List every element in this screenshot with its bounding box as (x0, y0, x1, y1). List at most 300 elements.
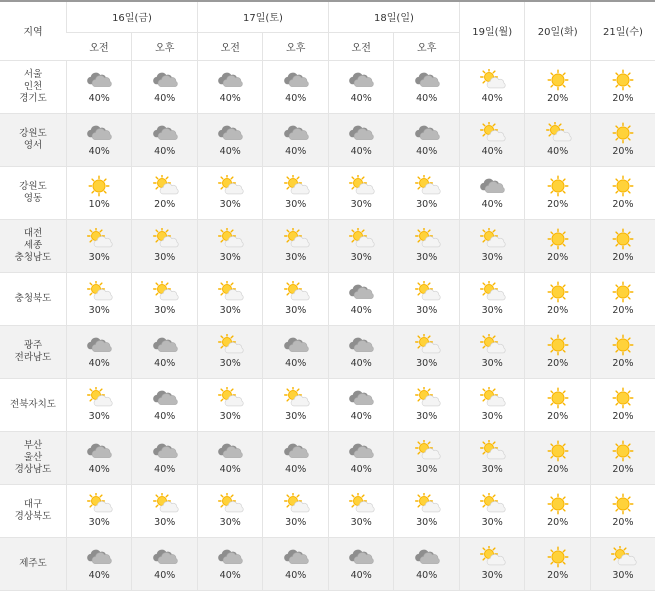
precipitation-probability: 20% (547, 570, 569, 581)
day-header: 18일(일) (328, 1, 459, 32)
cloud-icon (85, 546, 113, 568)
table-header (0, 1, 655, 60)
region-name: 광주 전라남도 (0, 325, 67, 378)
sun-behind-cloud-icon (151, 281, 179, 303)
forecast-cell (328, 378, 393, 431)
day-header: 20일(화) (525, 1, 590, 60)
forecast-cell (328, 272, 393, 325)
forecast-cell (67, 272, 132, 325)
precipitation-probability: 30% (350, 252, 372, 263)
sun-behind-cloud-icon (85, 493, 113, 515)
sun-icon (544, 387, 572, 409)
precipitation-probability: 40% (350, 93, 372, 104)
precipitation-probability: 40% (88, 570, 110, 581)
pm-header: 오후 (132, 32, 198, 60)
forecast-cell (263, 60, 329, 113)
precipitation-probability: 40% (547, 146, 569, 157)
cloud-icon (413, 122, 441, 144)
forecast-cell (394, 378, 460, 431)
precipitation-probability: 40% (154, 464, 176, 475)
forecast-cell (459, 219, 524, 272)
forecast-cell (67, 325, 132, 378)
precipitation-probability: 40% (350, 570, 372, 581)
forecast-cell (590, 378, 655, 431)
sun-icon (544, 228, 572, 250)
precipitation-probability: 40% (219, 146, 241, 157)
sun-behind-cloud-icon (85, 281, 113, 303)
sun-behind-cloud-icon (413, 493, 441, 515)
precipitation-probability: 30% (416, 517, 438, 528)
precipitation-probability: 20% (612, 252, 634, 263)
region-name: 부산 울산 경상남도 (0, 431, 67, 484)
precipitation-probability: 20% (612, 464, 634, 475)
sun-icon (609, 69, 637, 91)
precipitation-probability: 30% (285, 252, 307, 263)
day-header: 17일(토) (197, 1, 328, 32)
precipitation-probability: 40% (285, 464, 307, 475)
precipitation-probability: 20% (154, 199, 176, 210)
forecast-cell (328, 219, 393, 272)
forecast-cell (263, 537, 329, 590)
table-body (0, 60, 655, 590)
cloud-icon (282, 546, 310, 568)
forecast-cell (197, 166, 262, 219)
forecast-cell (590, 60, 655, 113)
sun-behind-cloud-icon (478, 69, 506, 91)
sun-behind-cloud-icon (151, 493, 179, 515)
forecast-cell (459, 113, 524, 166)
sun-behind-cloud-icon (478, 281, 506, 303)
cloud-icon (282, 440, 310, 462)
forecast-cell (197, 378, 262, 431)
precipitation-probability: 30% (285, 517, 307, 528)
sun-behind-cloud-icon (151, 175, 179, 197)
forecast-cell (590, 272, 655, 325)
sun-icon (544, 69, 572, 91)
forecast-cell (590, 219, 655, 272)
forecast-cell (263, 325, 329, 378)
region-name: 서울 인천 경기도 (0, 60, 67, 113)
precipitation-probability: 20% (547, 411, 569, 422)
table-row (0, 484, 655, 537)
forecast-cell (459, 378, 524, 431)
sun-icon (544, 440, 572, 462)
sun-behind-cloud-icon (478, 546, 506, 568)
precipitation-probability: 20% (612, 305, 634, 316)
region-header: 지역 (0, 1, 67, 60)
precipitation-probability: 30% (416, 305, 438, 316)
forecast-cell (263, 113, 329, 166)
forecast-cell (394, 537, 460, 590)
cloud-icon (216, 69, 244, 91)
precipitation-probability: 40% (481, 93, 503, 104)
sun-behind-cloud-icon (347, 228, 375, 250)
precipitation-probability: 30% (612, 570, 634, 581)
precipitation-probability: 30% (88, 411, 110, 422)
forecast-cell (67, 484, 132, 537)
precipitation-probability: 40% (481, 146, 503, 157)
am-header: 오전 (67, 32, 132, 60)
table-row (0, 537, 655, 590)
precipitation-probability: 20% (547, 464, 569, 475)
precipitation-probability: 40% (88, 146, 110, 157)
forecast-cell (590, 325, 655, 378)
sun-behind-cloud-icon (413, 175, 441, 197)
precipitation-probability: 30% (416, 464, 438, 475)
forecast-cell (525, 325, 590, 378)
cloud-icon (413, 69, 441, 91)
forecast-cell (263, 219, 329, 272)
precipitation-probability: 40% (350, 358, 372, 369)
region-name: 충청북도 (0, 272, 67, 325)
sun-behind-cloud-icon (85, 387, 113, 409)
cloud-icon (151, 69, 179, 91)
forecast-cell (197, 113, 262, 166)
precipitation-probability: 40% (154, 411, 176, 422)
precipitation-probability: 40% (88, 358, 110, 369)
precipitation-probability: 30% (219, 199, 241, 210)
cloud-icon (347, 69, 375, 91)
day-header: 19일(월) (459, 1, 524, 60)
precipitation-probability: 30% (154, 305, 176, 316)
forecast-cell (132, 484, 198, 537)
precipitation-probability: 30% (416, 252, 438, 263)
precipitation-probability: 30% (350, 517, 372, 528)
region-name: 강원도 영서 (0, 113, 67, 166)
cloud-icon (413, 546, 441, 568)
forecast-cell (525, 113, 590, 166)
table-row (0, 325, 655, 378)
precipitation-probability: 40% (88, 464, 110, 475)
forecast-cell (525, 219, 590, 272)
sun-icon (609, 175, 637, 197)
forecast-cell (132, 537, 198, 590)
sun-behind-cloud-icon (282, 175, 310, 197)
sun-behind-cloud-icon (478, 228, 506, 250)
sun-icon (544, 546, 572, 568)
forecast-cell (132, 166, 198, 219)
precipitation-probability: 40% (416, 570, 438, 581)
sun-behind-cloud-icon (151, 228, 179, 250)
precipitation-probability: 30% (416, 411, 438, 422)
forecast-cell (394, 431, 460, 484)
precipitation-probability: 30% (481, 305, 503, 316)
forecast-cell (197, 484, 262, 537)
precipitation-probability: 30% (350, 199, 372, 210)
forecast-cell (394, 60, 460, 113)
precipitation-probability: 40% (154, 570, 176, 581)
table-row (0, 219, 655, 272)
precipitation-probability: 20% (547, 305, 569, 316)
forecast-cell (197, 431, 262, 484)
sun-behind-cloud-icon (413, 440, 441, 462)
sun-behind-cloud-icon (413, 334, 441, 356)
forecast-cell (263, 272, 329, 325)
forecast-cell (394, 166, 460, 219)
precipitation-probability: 40% (350, 305, 372, 316)
sun-icon (609, 228, 637, 250)
precipitation-probability: 30% (88, 252, 110, 263)
cloud-icon (216, 440, 244, 462)
forecast-cell (394, 219, 460, 272)
forecast-cell (459, 166, 524, 219)
forecast-cell (459, 272, 524, 325)
day-header: 16일(금) (67, 1, 198, 32)
precipitation-probability: 30% (481, 570, 503, 581)
precipitation-probability: 30% (285, 411, 307, 422)
precipitation-probability: 30% (219, 252, 241, 263)
sun-behind-cloud-icon (544, 122, 572, 144)
forecast-cell (263, 166, 329, 219)
forecast-cell (590, 431, 655, 484)
precipitation-probability: 40% (350, 464, 372, 475)
sun-icon (544, 281, 572, 303)
forecast-cell (590, 484, 655, 537)
precipitation-probability: 10% (88, 199, 110, 210)
precipitation-probability: 30% (285, 199, 307, 210)
sun-behind-cloud-icon (478, 493, 506, 515)
cloud-icon (347, 546, 375, 568)
forecast-cell (328, 325, 393, 378)
precipitation-probability: 40% (285, 93, 307, 104)
day-header: 21일(수) (590, 1, 655, 60)
cloud-icon (216, 122, 244, 144)
precipitation-probability: 30% (481, 358, 503, 369)
forecast-cell (67, 166, 132, 219)
cloud-icon (85, 122, 113, 144)
sun-icon (609, 493, 637, 515)
forecast-cell (67, 378, 132, 431)
forecast-cell (197, 325, 262, 378)
forecast-cell (263, 378, 329, 431)
sun-behind-cloud-icon (478, 122, 506, 144)
sun-behind-cloud-icon (282, 493, 310, 515)
precipitation-probability: 30% (88, 305, 110, 316)
sun-behind-cloud-icon (478, 440, 506, 462)
forecast-cell (459, 431, 524, 484)
sun-icon (544, 334, 572, 356)
precipitation-probability: 40% (219, 93, 241, 104)
precipitation-probability: 20% (612, 93, 634, 104)
sun-behind-cloud-icon (216, 387, 244, 409)
precipitation-probability: 30% (219, 517, 241, 528)
forecast-cell (132, 431, 198, 484)
sun-behind-cloud-icon (216, 334, 244, 356)
sun-icon (609, 281, 637, 303)
precipitation-probability: 30% (416, 199, 438, 210)
precipitation-probability: 30% (219, 305, 241, 316)
cloud-icon (151, 440, 179, 462)
precipitation-probability: 20% (612, 517, 634, 528)
sun-icon (544, 493, 572, 515)
cloud-icon (347, 387, 375, 409)
sun-behind-cloud-icon (478, 387, 506, 409)
sun-behind-cloud-icon (85, 228, 113, 250)
cloud-icon (282, 334, 310, 356)
forecast-cell (590, 113, 655, 166)
forecast-cell (263, 431, 329, 484)
precipitation-probability: 40% (285, 570, 307, 581)
precipitation-probability: 20% (612, 411, 634, 422)
precipitation-probability: 30% (481, 464, 503, 475)
table-row (0, 113, 655, 166)
forecast-cell (67, 431, 132, 484)
precipitation-probability: 30% (481, 252, 503, 263)
sun-behind-cloud-icon (413, 281, 441, 303)
pm-header: 오후 (263, 32, 329, 60)
precipitation-probability: 30% (219, 358, 241, 369)
region-name: 대구 경상북도 (0, 484, 67, 537)
forecast-cell (525, 484, 590, 537)
forecast-cell (328, 431, 393, 484)
precipitation-probability: 30% (154, 517, 176, 528)
precipitation-probability: 40% (481, 199, 503, 210)
precipitation-probability: 20% (612, 358, 634, 369)
precipitation-probability: 30% (416, 358, 438, 369)
forecast-cell (394, 113, 460, 166)
forecast-cell (197, 219, 262, 272)
sun-behind-cloud-icon (478, 334, 506, 356)
forecast-cell (132, 272, 198, 325)
precipitation-probability: 30% (481, 411, 503, 422)
region-name: 대전 세종 충청남도 (0, 219, 67, 272)
region-name: 강원도 영동 (0, 166, 67, 219)
cloud-icon (85, 334, 113, 356)
cloud-icon (85, 440, 113, 462)
sun-icon (85, 175, 113, 197)
forecast-cell (328, 484, 393, 537)
precipitation-probability: 40% (154, 146, 176, 157)
cloud-icon (282, 69, 310, 91)
pm-header: 오후 (394, 32, 460, 60)
forecast-cell (328, 537, 393, 590)
forecast-cell (525, 60, 590, 113)
forecast-cell (394, 325, 460, 378)
am-header: 오전 (328, 32, 393, 60)
forecast-cell (394, 484, 460, 537)
region-name: 제주도 (0, 537, 67, 590)
forecast-cell (394, 272, 460, 325)
precipitation-probability: 40% (219, 464, 241, 475)
precipitation-probability: 30% (88, 517, 110, 528)
sun-icon (544, 175, 572, 197)
forecast-cell (132, 325, 198, 378)
precipitation-probability: 20% (612, 146, 634, 157)
forecast-cell (132, 219, 198, 272)
cloud-icon (347, 281, 375, 303)
forecast-cell (525, 378, 590, 431)
sun-behind-cloud-icon (282, 281, 310, 303)
sun-icon (609, 334, 637, 356)
forecast-cell (328, 60, 393, 113)
precipitation-probability: 20% (547, 93, 569, 104)
precipitation-probability: 20% (547, 358, 569, 369)
am-header: 오전 (197, 32, 262, 60)
forecast-cell (525, 166, 590, 219)
precipitation-probability: 40% (154, 93, 176, 104)
forecast-cell (459, 484, 524, 537)
cloud-icon (347, 334, 375, 356)
table-row (0, 272, 655, 325)
precipitation-probability: 40% (154, 358, 176, 369)
sun-behind-cloud-icon (282, 228, 310, 250)
table-row (0, 431, 655, 484)
sun-behind-cloud-icon (347, 175, 375, 197)
precipitation-probability: 40% (416, 146, 438, 157)
sun-behind-cloud-icon (216, 175, 244, 197)
sun-behind-cloud-icon (216, 228, 244, 250)
table-row (0, 166, 655, 219)
forecast-cell (263, 484, 329, 537)
region-name: 전북자치도 (0, 378, 67, 431)
cloud-icon (478, 175, 506, 197)
cloud-icon (282, 122, 310, 144)
precipitation-probability: 40% (285, 146, 307, 157)
forecast-cell (197, 272, 262, 325)
precipitation-probability: 40% (350, 146, 372, 157)
cloud-icon (347, 440, 375, 462)
forecast-cell (459, 60, 524, 113)
forecast-cell (459, 537, 524, 590)
precipitation-probability: 40% (88, 93, 110, 104)
precipitation-probability: 40% (416, 93, 438, 104)
precipitation-probability: 30% (219, 411, 241, 422)
precipitation-probability: 40% (219, 570, 241, 581)
forecast-cell (67, 219, 132, 272)
forecast-cell (132, 113, 198, 166)
sun-behind-cloud-icon (413, 387, 441, 409)
sun-icon (609, 122, 637, 144)
forecast-cell (67, 60, 132, 113)
cloud-icon (347, 122, 375, 144)
forecast-cell (525, 431, 590, 484)
precipitation-probability: 40% (350, 411, 372, 422)
forecast-cell (590, 537, 655, 590)
forecast-cell (132, 378, 198, 431)
cloud-icon (151, 122, 179, 144)
forecast-cell (328, 113, 393, 166)
forecast-cell (67, 113, 132, 166)
sun-icon (609, 387, 637, 409)
table-row (0, 378, 655, 431)
cloud-icon (151, 387, 179, 409)
sun-behind-cloud-icon (216, 281, 244, 303)
sun-behind-cloud-icon (282, 387, 310, 409)
cloud-icon (151, 546, 179, 568)
precipitation-probability: 30% (285, 305, 307, 316)
precipitation-probability: 30% (154, 252, 176, 263)
sun-behind-cloud-icon (413, 228, 441, 250)
cloud-icon (216, 546, 244, 568)
forecast-cell (132, 60, 198, 113)
sun-icon (609, 440, 637, 462)
sun-behind-cloud-icon (609, 546, 637, 568)
forecast-cell (197, 60, 262, 113)
table-row (0, 60, 655, 113)
forecast-cell (590, 166, 655, 219)
cloud-icon (151, 334, 179, 356)
cloud-icon (85, 69, 113, 91)
forecast-cell (67, 537, 132, 590)
precipitation-probability: 20% (547, 252, 569, 263)
precipitation-probability: 30% (481, 517, 503, 528)
sun-behind-cloud-icon (347, 493, 375, 515)
forecast-cell (525, 537, 590, 590)
sun-behind-cloud-icon (216, 493, 244, 515)
precipitation-probability: 20% (547, 517, 569, 528)
forecast-cell (525, 272, 590, 325)
forecast-cell (459, 325, 524, 378)
